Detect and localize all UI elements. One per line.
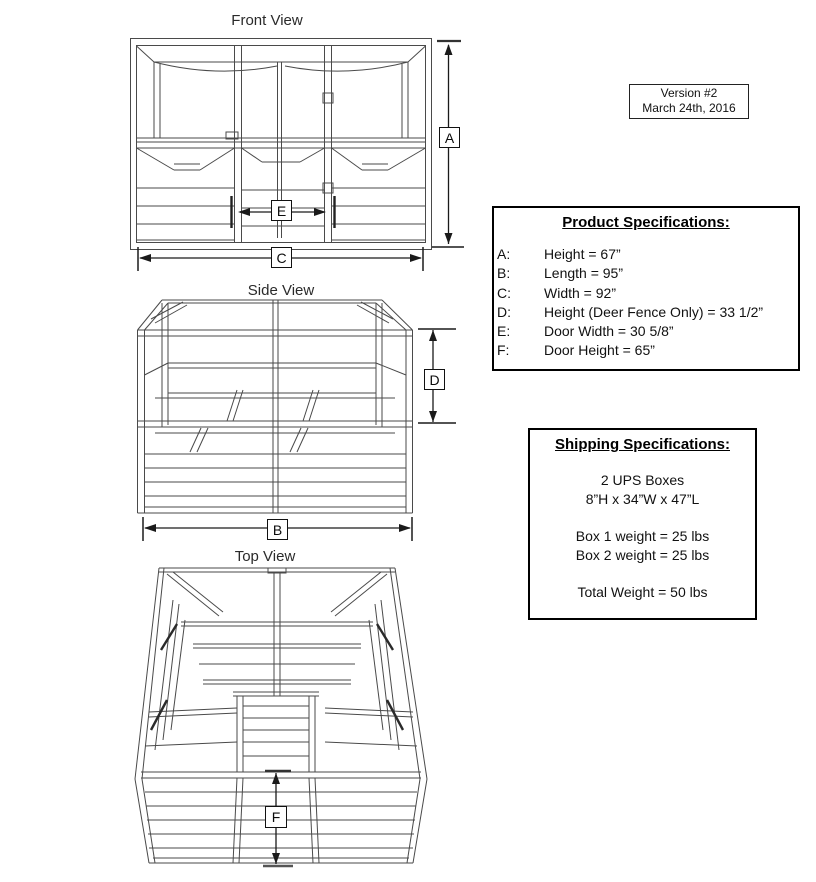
dim-label-b [267,519,288,540]
spec-key: F: [497,342,510,359]
spec-row-e [494,322,798,341]
dim-letter-e: E [276,202,287,219]
dim-letter-a: A [444,129,455,146]
shipping-box2-weight: Box 2 weight = 25 lbs [575,547,710,563]
shipping-specifications-box [528,428,757,620]
spec-row-d [494,303,798,322]
spec-value: Door Height = 65” [544,342,655,359]
shipping-box-dimensions: 8”H x 34”W x 47”L [585,491,700,507]
spec-value: Height (Deer Fence Only) = 33 1/2” [544,303,764,320]
side-view-drawing [135,297,431,517]
spec-row-a [494,245,798,264]
dim-letter-d: D [429,371,440,388]
version-box [629,84,749,119]
product-specifications-box [492,206,800,371]
dim-label-d [424,369,445,390]
front-view-title: Front View [231,12,303,29]
spec-key: B: [497,265,511,282]
spec-key: C: [497,284,511,301]
spec-value: Length = 95” [544,265,624,282]
spec-key: D: [497,303,511,320]
dim-label-a [439,127,460,148]
version-number: Version #2 [660,86,718,100]
shipping-specifications-title: Shipping Specifications: [554,436,730,453]
spec-row-b [494,264,798,283]
dim-letter-b: B [272,521,283,538]
shipping-box1-weight: Box 1 weight = 25 lbs [575,528,710,544]
side-view-title: Side View [247,282,315,299]
dim-label-e [271,200,292,221]
shipping-total-weight: Total Weight = 50 lbs [577,584,708,600]
spec-row-c [494,284,798,303]
product-specifications-title: Product Specifications: [562,214,730,231]
spec-value: Width = 92” [544,284,616,301]
spec-key: E: [497,323,511,340]
dim-letter-f: F [271,809,281,825]
spec-value: Height = 67” [544,246,621,262]
spec-value: Door Width = 30 5/8” [544,323,674,340]
version-date: March 24th, 2016 [642,101,736,115]
product-specifications-rows [494,245,798,361]
spec-key: A: [497,246,511,262]
dim-letter-c: C [276,249,287,266]
dim-label-f [265,806,287,828]
spec-row-f [494,341,798,360]
shipping-ups-boxes: 2 UPS Boxes [600,472,685,488]
top-view-title: Top View [234,548,296,565]
dim-label-c [271,247,292,268]
